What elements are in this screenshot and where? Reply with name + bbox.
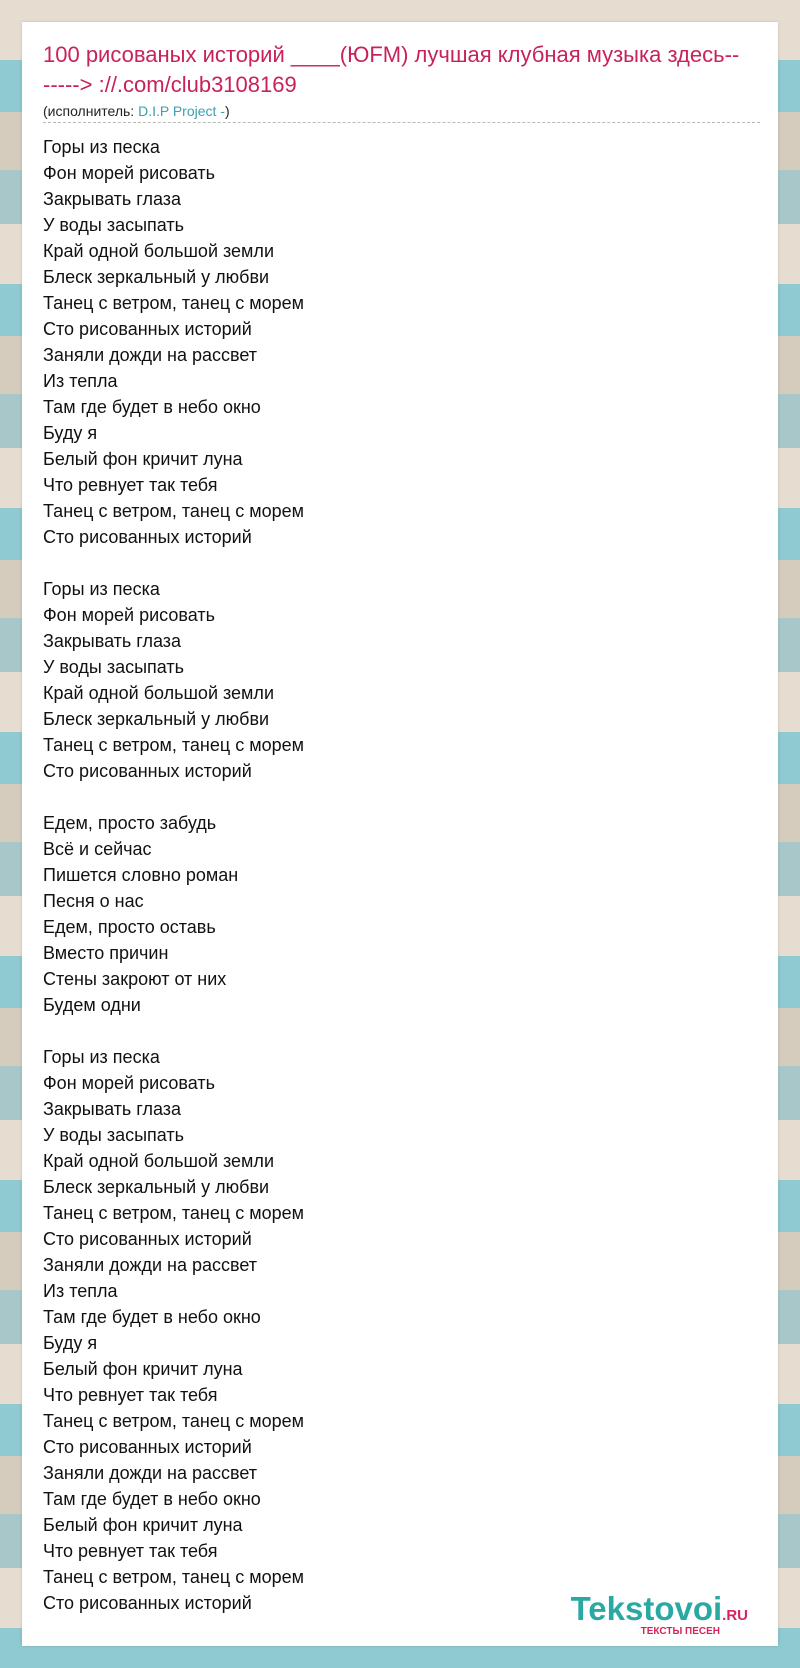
lyric-line: Танец с ветром, танец с морем — [43, 293, 304, 313]
lyric-line: Танец с ветром, танец с морем — [43, 1411, 304, 1431]
lyric-line: Фон морей рисовать — [43, 605, 215, 625]
lyric-line: Сто рисованных историй — [43, 1593, 252, 1613]
site-logo[interactable] — [570, 1590, 748, 1637]
lyric-line: Из тепла — [43, 371, 118, 391]
lyric-line: Из тепла — [43, 1281, 118, 1301]
lyric-line: Фон морей рисовать — [43, 1073, 215, 1093]
stanza-break — [43, 784, 743, 810]
lyric-line: Танец с ветром, танец с морем — [43, 735, 304, 755]
lyric-line: Фон морей рисовать — [43, 163, 215, 183]
lyric-line: Край одной большой земли — [43, 683, 274, 703]
lyrics-card — [22, 22, 778, 1646]
lyric-line: Что ревнует так тебя — [43, 475, 218, 495]
lyric-line: У воды засыпать — [43, 215, 185, 235]
song-title: 100 рисованых историй ____(ЮFM) лучшая клубная музыка здесь-------> ://.com/club3108169 — [43, 42, 740, 97]
lyric-line: Сто рисованных историй — [43, 319, 252, 339]
lyric-line: Край одной большой земли — [43, 241, 274, 261]
artist-line — [43, 103, 230, 119]
lyric-line: Блеск зеркальный у любви — [43, 1177, 270, 1197]
lyric-line: У воды засыпать — [43, 657, 185, 677]
lyric-line: Танец с ветром, танец с морем — [43, 1203, 304, 1223]
lyric-line: Буду я — [43, 423, 98, 443]
lyric-line: Песня о нас — [43, 891, 144, 911]
lyric-line: Буду я — [43, 1333, 98, 1353]
lyric-line: Сто рисованных историй — [43, 1437, 252, 1457]
lyric-line: Заняли дожди на рассвет — [43, 345, 258, 365]
lyric-line: Закрывать глаза — [43, 189, 182, 209]
stanza-break — [43, 1018, 743, 1044]
dashed-divider — [43, 122, 760, 123]
artist-suffix: ) — [224, 103, 230, 119]
lyric-line: Что ревнует так тебя — [43, 1541, 218, 1561]
lyric-line: Горы из песка — [43, 1047, 160, 1067]
lyric-line: Там где будет в небо окно — [43, 1489, 261, 1509]
lyric-line: Сто рисованных историй — [43, 761, 252, 781]
lyric-line: Заняли дожди на рассвет — [43, 1463, 258, 1483]
lyric-line: Блеск зеркальный у любви — [43, 709, 270, 729]
artist-link[interactable]: D.I.P Project - — [138, 103, 225, 119]
lyric-line: Едем, просто забудь — [43, 813, 217, 833]
lyric-line: Там где будет в небо окно — [43, 1307, 261, 1327]
lyric-line: Край одной большой земли — [43, 1151, 274, 1171]
lyric-line: У воды засыпать — [43, 1125, 185, 1145]
logo-text: Tekstovoi — [570, 1590, 723, 1627]
lyric-line: Горы из песка — [43, 579, 160, 599]
lyric-line: Танец с ветром, танец с морем — [43, 1567, 304, 1587]
lyric-line: Стены закроют от них — [43, 969, 227, 989]
lyric-line: Вместо причин — [43, 943, 169, 963]
logo-suffix: .RU — [722, 1607, 748, 1624]
lyric-line: Заняли дожди на рассвет — [43, 1255, 258, 1275]
logo-tagline: ТЕКСТЫ ПЕСЕН — [640, 1626, 720, 1637]
lyric-line: Танец с ветром, танец с морем — [43, 501, 304, 521]
lyric-line: Закрывать глаза — [43, 631, 182, 651]
lyric-line: Едем, просто оставь — [43, 917, 216, 937]
lyric-line: Закрывать глаза — [43, 1099, 182, 1119]
lyric-line: Блеск зеркальный у любви — [43, 267, 270, 287]
lyric-line: Будем одни — [43, 995, 141, 1015]
lyric-line: Там где будет в небо окно — [43, 397, 261, 417]
lyrics-body — [43, 134, 743, 1616]
lyric-line: Сто рисованных историй — [43, 527, 252, 547]
lyric-line: Пишется словно роман — [43, 865, 239, 885]
lyric-line: Сто рисованных историй — [43, 1229, 252, 1249]
stanza-break — [43, 550, 743, 576]
lyric-line: Всё и сейчас — [43, 839, 152, 859]
lyric-line: Горы из песка — [43, 137, 160, 157]
lyric-line: Белый фон кричит луна — [43, 1359, 243, 1379]
lyric-line: Белый фон кричит луна — [43, 449, 243, 469]
lyric-line: Что ревнует так тебя — [43, 1385, 218, 1405]
artist-prefix: (исполнитель: — [43, 103, 139, 119]
lyric-line: Белый фон кричит луна — [43, 1515, 243, 1535]
